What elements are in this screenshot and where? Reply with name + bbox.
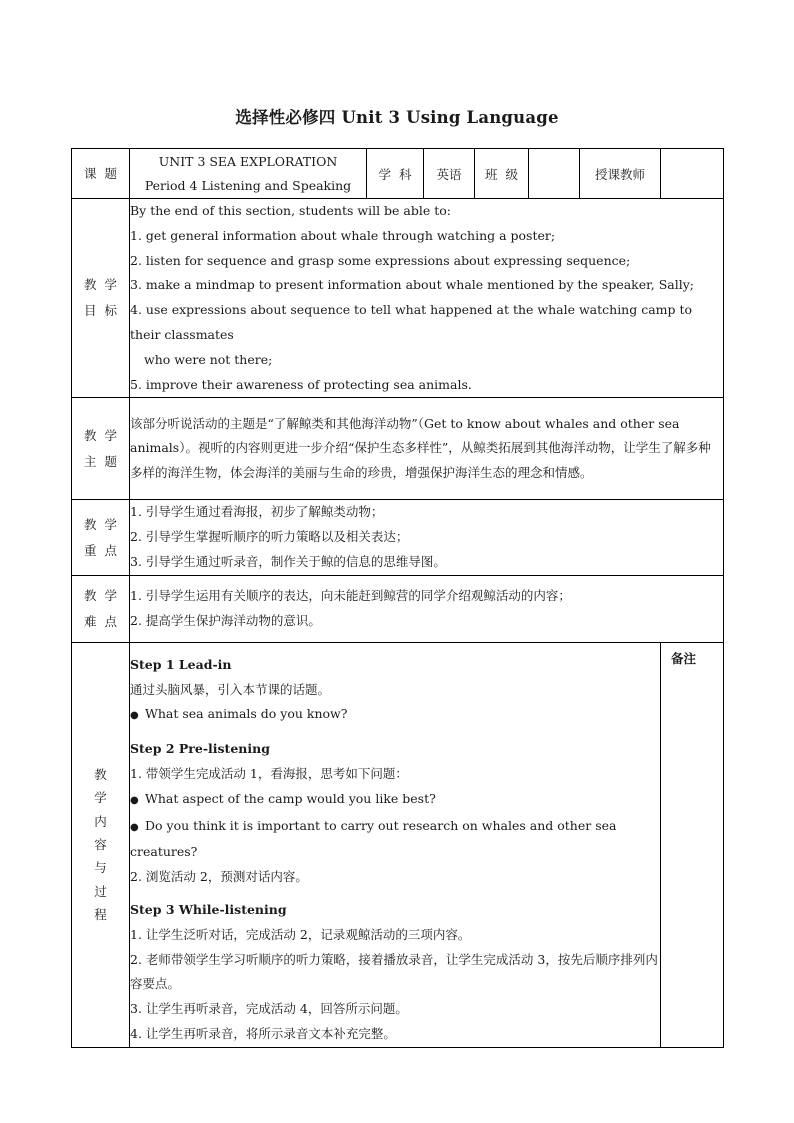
class-value: [529, 149, 580, 199]
header-row: [72, 149, 724, 199]
step2-item: 2. 浏览活动 2，预测对话内容。: [130, 869, 308, 885]
objectives-label: 教 学 目 标: [72, 199, 130, 398]
subject-label: 学 科: [367, 149, 424, 199]
step2-title: Step 2 Pre-listening: [130, 741, 270, 757]
step2-bullet: ● Do you think it is important to carry out research on whales and other sea creatures?: [130, 814, 660, 866]
subject-value: 英语: [424, 149, 475, 199]
course-line-1: UNIT 3 SEA EXPLORATION: [158, 153, 338, 169]
difficulties-content: [130, 575, 724, 642]
topic-label: 课 题: [72, 149, 130, 199]
key-points-label: 教 学 重 点: [72, 500, 130, 575]
step1-bullet: ● What sea animals do you know?: [130, 702, 660, 729]
key-points-content: [130, 500, 724, 575]
step3-item: 1. 让学生泛听对话，完成活动 2，记录观鲸活动的三项内容。: [130, 926, 471, 942]
objective-item: 1. get general information about whale through watching a poster;: [130, 227, 556, 243]
step3-item: 4. 让学生再听录音，将所示录音文本补充完整。: [130, 1025, 396, 1041]
difficulty-item: 1. 引导学生运用有关顺序的表达，向未能赶到鲸营的同学介绍观鲸活动的内容；: [130, 587, 571, 603]
teacher-label: 授课教师: [580, 149, 661, 199]
document-title: 选择性必修四 Unit 3 Using Language: [235, 108, 559, 127]
key-point-item: 3. 引导学生通过听录音，制作关于鲸的信息的思维导图。: [130, 553, 446, 569]
step2-bullet: ● What aspect of the camp would you like best?: [130, 787, 660, 814]
step1-title: Step 1 Lead-in: [130, 656, 232, 672]
step1-text: 通过头脑风暴，引入本节课的话题。: [130, 681, 331, 697]
theme-label: 教 学 主 题: [72, 398, 130, 500]
objective-item-continued: who were not there;: [144, 351, 273, 367]
teacher-value: [661, 149, 724, 199]
class-label: 班 级: [475, 149, 529, 199]
difficulties-label: 教 学 难 点: [72, 575, 130, 642]
difficulties-row: [72, 575, 724, 642]
key-points-row: [72, 500, 724, 575]
difficulty-item: 2. 提高学生保护海洋动物的意识。: [130, 612, 321, 628]
theme-content: [130, 398, 724, 500]
objectives-content: [130, 199, 724, 398]
theme-row: [72, 398, 724, 500]
objectives-row: [72, 199, 724, 398]
key-point-item: 1. 引导学生通过看海报，初步了解鲸类动物；: [130, 504, 384, 520]
objective-item: 2. listen for sequence and grasp some expressions about expressing sequence;: [130, 252, 631, 268]
course-title: [130, 149, 367, 199]
objective-item: 3. make a mindmap to present information about whale mentioned by the speaker, Sally;: [130, 277, 694, 293]
objective-item: 4. use expressions about sequence to tell what happened at the whale watching camp to their classmates: [130, 302, 693, 342]
lesson-plan-table: [71, 148, 724, 1048]
theme-text: 该部分听说活动的主题是“了解鲸类和其他海洋动物”（Get to know about whales and other sea animals）。视听的内容则更进一步介绍“保护生态多样性”，从鲸类拓展到其他海洋动物，让学生了解多种多样的海洋生物，体会海洋的美丽与生命的珍贵，增强保护海洋生态的理念和情感。: [130, 415, 711, 481]
course-line-2: Period 4 Listening and Speaking: [144, 177, 352, 193]
step2-item: 1. 带领学生完成活动 1，看海报，思考如下问题：: [130, 765, 408, 781]
process-label: 教 学 内 容 与 过 程: [72, 642, 130, 1047]
step3-item: 3. 让学生再听录音，完成活动 4，回答所示问题。: [130, 1001, 408, 1017]
step3-title: Step 3 While-listening: [130, 901, 287, 917]
objectives-intro: By the end of this section, students will be able to:: [130, 203, 452, 218]
process-row: [72, 642, 724, 1047]
key-point-item: 2. 引导学生掌握听顺序的听力策略以及相关表达；: [130, 529, 409, 545]
objective-item: 5. improve their awareness of protecting sea animals.: [130, 376, 472, 392]
process-content: [130, 642, 661, 1047]
step3-item: 2. 老师带领学生学习听顺序的听力策略，接着播放录音，让学生完成活动 3，按先后顺序排列内容要点。: [130, 951, 658, 992]
remarks-label: 备注: [661, 642, 724, 1047]
